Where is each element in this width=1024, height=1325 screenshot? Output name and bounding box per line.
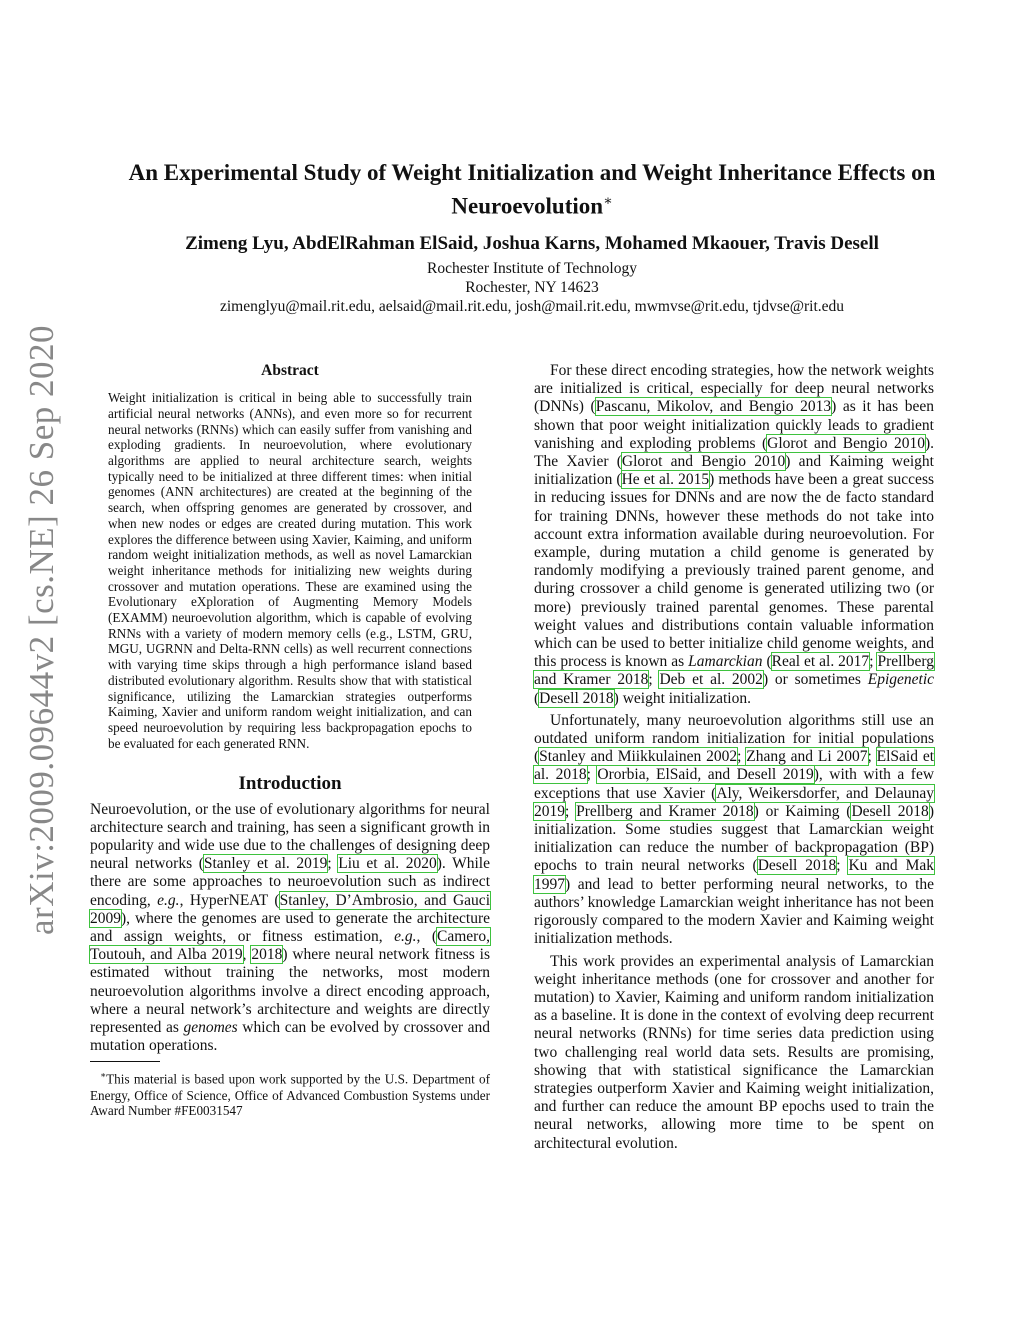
citation-link[interactable]: Prellberg and Kramer 2018 <box>534 653 935 689</box>
citation-link[interactable]: Desell 2018 <box>851 802 929 820</box>
affiliation-emails: zimenglyu@mail.rit.edu, aelsaid@mail.rit.edu, josh@mail.rit.edu, mwmvse@rit.edu, tjdvse@rit.edu <box>219 298 845 315</box>
title-line-1: An Experimental Study of Weight Initialization and Weight Inheritance Effects on <box>128 160 936 185</box>
footnote-mark: ∗ <box>100 1070 107 1081</box>
abstract-text: Weight initialization is critical in being able to successfully train artificial neural networks (ANNs), and even more so for recurrent neural networks (RNNs) which can easily suffer from vanishing and exploding gradients. In neuroevolution, where evolutionary algorithms are applied to neural architecture search, weights typically need to be initialized at three different times: when initial genomes (ANN architectures) are created at the beginning of the search, when offspring genomes are generated by crossover, and when new nodes or edges are created during mutation. This work explores the difference between using Xavier, Kaiming, and uniform random weight initialization methods, as well as novel Lamarckian weight inheritance methods for initializing new weights during crossover and mutation operations. These are examined using the Evolutionary eXploration of Augmenting Memory Models (EXAMM) neuroevolution algorithm, which is capable of evolving RNNs with a variety of modern memory cells (e.g., LSTM, GRU, MGU, UGRNN and Delta-RNN cells) as well recurrent connections with varying time skips through a high performance island based distributed evolutionary algorithm. Results show that with statistical significance, utilizing the Lamarckian strategies outperforms Kaiming, Xavier and uniform random weight initialization, and can speed neuroevolution by requiring less backpropagation epochs to be evaluated for each generated RNN. <box>108 390 472 751</box>
paper-title <box>60 158 1004 221</box>
arxiv-identifier-stamp: arXiv:2009.09644v2 [cs.NE] 26 Sep 2020 <box>22 324 61 935</box>
affiliation-block <box>60 259 1004 316</box>
citation-link[interactable]: Stanley et al. 2019 <box>203 855 328 873</box>
citation-link[interactable]: Stanley, D’Ambrosio, and Gauci 2009 <box>90 891 490 927</box>
body-paragraph: Unfortunately, many neuroevolution algorithms still use an outdated uniform random initialization for initial populations (Stanley and Miikkulainen 2002; Zhang and Li 2007; ElSaid et al. 2018; Ororbia, ElSaid, and Desell 2019), with with a few exceptions that use Xavier (Aly, Weikersdorfer, and Delaunay 2019; Prellberg and Kramer 2018) or Kaiming (Desell 2018) initialization. Some studies suggest that Lamarckian weight initialization can reduce the number of backpropagation (BP) epochs to train neural networks (Desell 2018; Ku and Mak 1997) and lead to better performing neural networks, to the authors’ knowledge Lamarckian weight inheritance has not been rigorously compared to the modern Xavier and Kaiming weight initialization methods. <box>534 711 935 948</box>
title-footnote-mark: ∗ <box>603 194 613 209</box>
introduction-paragraph: Neuroevolution, or the use of evolutionary algorithms for neural architecture search and training, has seen a significant growth in popularity and wide use due to the challenges of designing deep neural networks (Stanley et al. 2019; Liu et al. 2020). While there are some approaches to neuroevolution such as indirect encoding, e.g., HyperNEAT (Stanley, D’Ambrosio, and Gauci 2009), where the genomes are used to generate the architecture and assign weights, or fitness estimation, e.g., (Camero, Toutouh, and Alba 2019, 2018) where neural network fitness is estimated without training the networks, most modern neuroevolution algorithms involve a direct encoding approach, where a neural network’s architecture and weights are directly represented as genomes which can be evolved by crossover and mutation operations. <box>90 800 491 1055</box>
citation-link[interactable]: Zhang and Li 2007 <box>746 748 868 766</box>
citation-link[interactable]: Aly, Weikersdorfer, and Delaunay 2019 <box>534 784 934 820</box>
citation-link[interactable]: Pascanu, Mikolov, and Bengio 2013 <box>595 398 832 416</box>
affiliation-institution: Rochester Institute of Technology <box>427 260 637 277</box>
citation-link[interactable]: Real et al. 2017 <box>771 653 870 671</box>
introduction-heading: Introduction <box>238 773 342 795</box>
citation-link[interactable]: Prellberg and Kramer 2018 <box>576 802 754 820</box>
right-column <box>534 362 934 1153</box>
abstract-heading: Abstract <box>261 362 319 379</box>
title-line-2: Neuroevolution <box>451 193 604 219</box>
citation-link[interactable]: Ku and Mak 1997 <box>534 857 934 893</box>
citation-link[interactable]: Desell 2018 <box>757 857 837 875</box>
citation-link[interactable]: Liu et al. 2020 <box>338 855 437 873</box>
citation-link[interactable]: Glorot and Bengio 2010 <box>767 434 925 452</box>
author-list: Zimeng Lyu, AbdElRahman ElSaid, Joshua Karns, Mohamed Mkaouer, Travis Desell <box>185 233 879 254</box>
citation-link[interactable]: Deb et al. 2002 <box>659 671 763 689</box>
left-column <box>90 362 490 1119</box>
footnote-text: This material is based upon work supported by the U.S. Department of Energy, Office of Science, Office of Advanced Combustion Systems under Award Number #FE0031547 <box>90 1071 490 1119</box>
citation-link[interactable]: Desell 2018 <box>539 689 614 707</box>
citation-link[interactable]: Ororbia, ElSaid, and Desell 2019 <box>597 766 814 784</box>
affiliation-location: Rochester, NY 14623 <box>465 279 599 296</box>
citation-link[interactable]: Glorot and Bengio 2010 <box>621 453 786 471</box>
citation-link[interactable]: 2018 <box>251 946 283 964</box>
footnote <box>90 1068 490 1119</box>
footnote-divider <box>90 1061 160 1062</box>
citation-link[interactable]: Camero, Toutouh, and Alba 2019 <box>90 928 490 964</box>
citation-link[interactable]: He et al. 2015 <box>621 471 710 489</box>
body-paragraph: For these direct encoding strategies, how the network weights are initialized is critical, especially for deep neural networks (DNNs) (Pascanu, Mikolov, and Bengio 2013) as it has been shown that poor weight initialization quickly leads to gradient vanishing and exploding problems (Glorot and Bengio 2010). The Xavier (Glorot and Bengio 2010) and Kaiming weight initialization (He et al. 2015) methods have been a great success in reducing issues for DNNs and are now the de facto standard for training DNNs, however these methods do not take into account extra information available during neuroevolution. For example, during mutation a child genome is generated by randomly modifying a previously trained parent genome, and during crossover a child genome is generated utilizing two (or more) previously trained parental genomes. These parental weight values and distributions contain valuable information which can be used to better initialize child genome weights, and this process is known as Lamarckian (Real et al. 2017; Prellberg and Kramer 2018; Deb et al. 2002) or sometimes Epigenetic (Desell 2018) weight initialization. <box>534 362 935 707</box>
citation-link[interactable]: Stanley and Miikkulainen 2002 <box>539 748 738 766</box>
citation-link[interactable]: ElSaid et al. 2018 <box>534 748 935 784</box>
body-paragraph: This work provides an experimental analysis of Lamarckian weight inheritance methods (one for crossover and another for mutation) to Xavier, Kaiming and uniform random initialization as a baseline. It is done in the context of evolving deep recurrent neural networks (RNNs) for time series data prediction using two challenging real world data sets. Results are promising, showing that with statistical significance the Lamarckian strategies outperform Xavier and Kaiming weight initialization, and further can reduce the amount BP epochs used to train the neural networks, allowing more time to be spent on architectural evolution. <box>534 952 934 1152</box>
